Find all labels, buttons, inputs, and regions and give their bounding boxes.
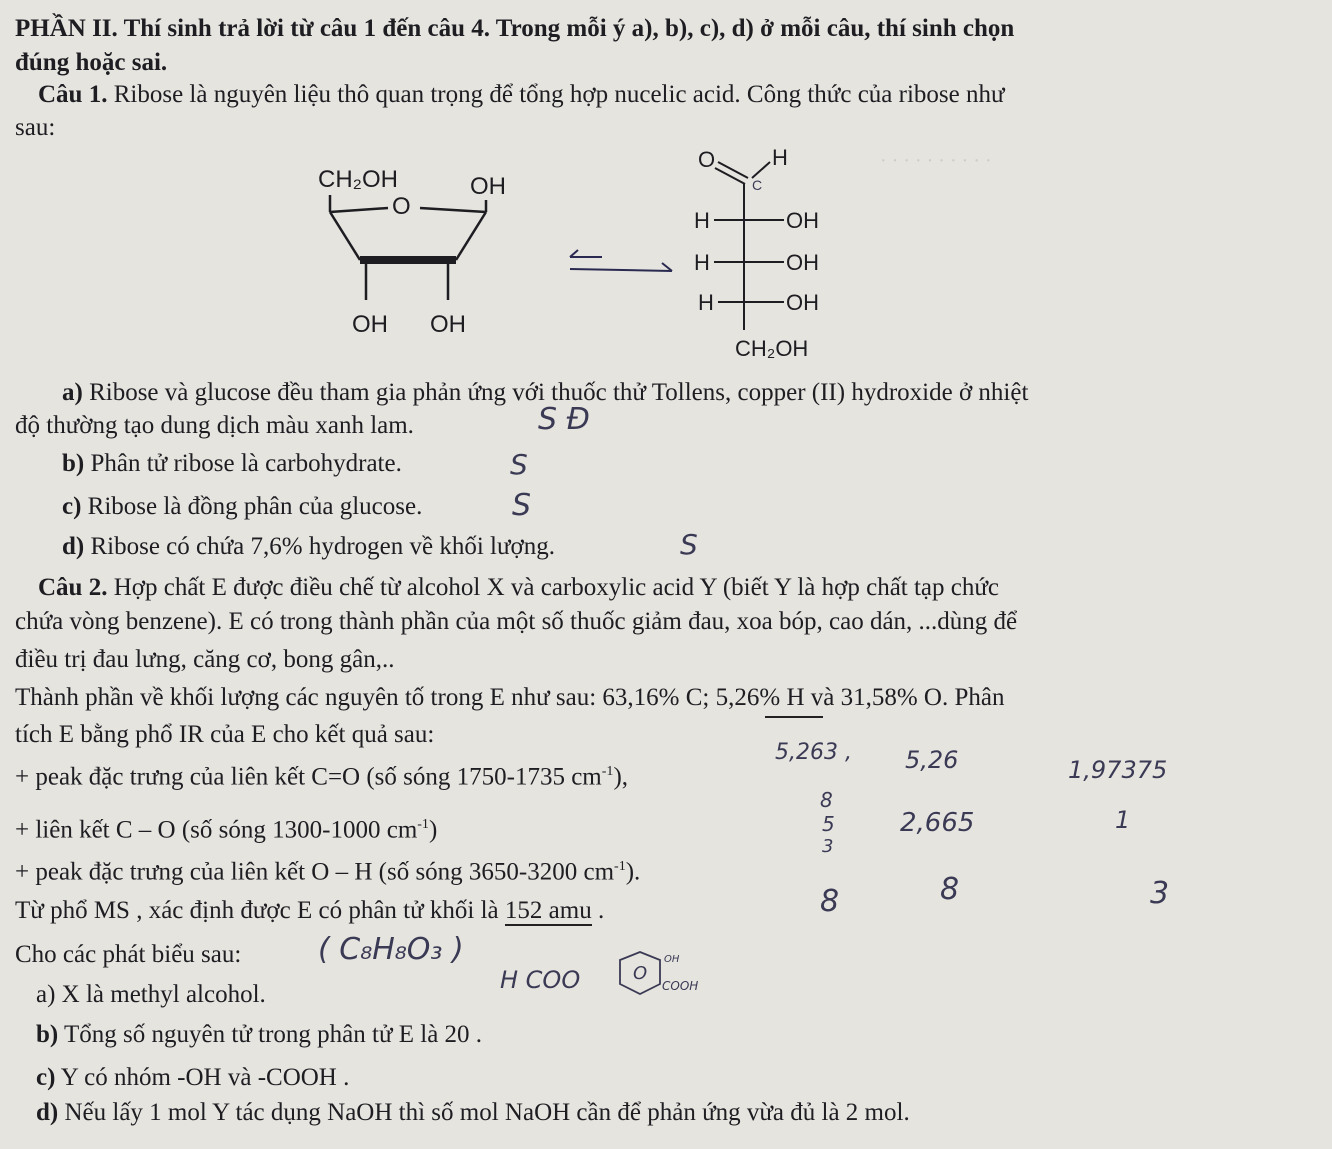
q2-a-label: a) (36, 981, 56, 1008)
chain-row1-right: OH (786, 208, 819, 233)
q2-statement-a (36, 980, 266, 1010)
q1-b-text: Phân tử ribose là carbohydrate. (84, 450, 402, 477)
ring-bond-o-c1 (420, 208, 486, 212)
q1-a-label: a) (62, 379, 83, 406)
ring-bond-c4-o (330, 208, 388, 212)
ribose-open-chain-structure (680, 140, 880, 370)
q2-ms (15, 896, 604, 926)
chain-o-label: O (698, 147, 716, 172)
q2-stem-3: điều trị đau lưng, căng cơ, bong gân,.. (15, 646, 395, 673)
handwritten-benzene-sketch (600, 948, 700, 1008)
handwritten-note-9: 8 (820, 884, 840, 919)
q2-c-text: Y có nhóm -OH và -COOH . (55, 1064, 350, 1091)
q2-composition (15, 683, 1004, 713)
q2-stem-2: chứa vòng benzene). E có trong thành phần của một số thuốc giảm đau, xoa bóp, cao dán, ...dùng để (15, 608, 1018, 635)
chain-row3-left: H (698, 290, 714, 315)
q2-stem-text: Hợp chất E được điều chế từ alcohol X và carboxylic acid Y (biết Y là hợp chất tạp chức (107, 574, 1000, 601)
q2-a-text: X là methyl alcohol. (55, 981, 266, 1008)
bleed-through-text: · · · · · · · · · · (880, 150, 992, 172)
q1-stem (38, 80, 1005, 110)
handwritten-note-10: 8 (940, 872, 960, 907)
ring-bond-c4-c3 (330, 212, 360, 260)
ir1-sup: -1 (601, 764, 614, 779)
ir1-post: ), (613, 763, 629, 791)
handwritten-mark-d: S (680, 528, 698, 561)
handwritten-mark-b: S (510, 448, 528, 481)
q2-comp-c: 63,16% (602, 684, 680, 711)
chain-row3-right: OH (786, 290, 819, 315)
handwritten-overline (765, 716, 823, 718)
ms-value: 152 amu (504, 897, 592, 924)
q1-a-text: Ribose và glucose đều tham gia phản ứng với thuốc thử Tollens, copper (II) hydroxide ở nhiệt (82, 379, 1029, 406)
q2-ir-co-double (15, 757, 628, 792)
handwritten-note-8: 3 (822, 836, 834, 857)
handwritten-mark-c: S (512, 488, 532, 523)
chain-row2-right: OH (786, 250, 819, 275)
handwritten-note-7: 1 (1115, 806, 1131, 834)
q2-statement-c (36, 1063, 349, 1093)
q2-b-text: Tổng số nguyên tử trong phân tử E là 20 . (58, 1021, 483, 1048)
ir2-sup: -1 (417, 817, 429, 832)
q2-c-label: c) (36, 1064, 56, 1091)
q1-b-label: b) (62, 450, 85, 477)
ir3-text: + peak đặc trưng của liên kết O – H (số sóng 3650-3200 cm (15, 858, 615, 886)
ir2-text: + liên kết C – O (số sóng 1300-1000 cm (15, 816, 418, 844)
ir3-sup: -1 (614, 859, 626, 874)
q2-d-text: Nếu lấy 1 mol Y tác dụng NaOH thì số mol NaOH cần để phản ứng vừa đủ là 2 mol. (58, 1099, 910, 1126)
part-heading-cont: đúng hoặc sai. (15, 49, 168, 76)
equilibrium-arrows (562, 245, 677, 285)
q2-b-label: b) (36, 1021, 59, 1048)
ring-oh-bottom-left-label: OH (352, 311, 388, 338)
q1-d-label: d) (62, 533, 85, 560)
q2-ir-oh (15, 852, 640, 887)
ms-text: Từ phổ MS , xác định được E có phân tử khối là (15, 897, 505, 924)
handwritten-ester: H COO (500, 966, 581, 994)
chain-h-top-label: H (772, 145, 788, 170)
q1-stem-cont: sau: (15, 114, 56, 141)
ir3-post: ). (625, 858, 641, 886)
ring-ch2oh-label: CH₂OH (318, 166, 398, 193)
q2-statements-intro: Cho các phát biểu sau: (15, 941, 242, 968)
ring-bond-c3-c2-wedge (360, 256, 456, 264)
handwritten-note-6: 2,665 (900, 808, 975, 838)
q2-ir-co-single (15, 810, 437, 845)
handwritten-note-2: 5,26 (905, 746, 959, 774)
chain-bottom-ch2oh: CH₂OH (735, 336, 809, 361)
q1-statement-c (62, 492, 422, 522)
q1-statement-b (62, 449, 402, 479)
chain-row2-left: H (694, 250, 710, 275)
ms-post: . (591, 897, 605, 924)
ring-oh-bottom-right-label: OH (430, 311, 466, 338)
part-heading: PHẦN II. Thí sinh trả lời từ câu 1 đến câu 4. Trong mỗi ý a), b), c), d) ở mỗi câu, thí sinh chọn (15, 15, 1015, 42)
handwritten-ring-sub2: COOH (662, 979, 699, 993)
handwritten-ring-sub1: OH (664, 954, 680, 965)
q2-comp-pre: Thành phần về khối lượng các nguyên tố trong E như sau: (15, 684, 603, 711)
handwritten-note-4: 8 (820, 788, 833, 812)
q1-stem-text: Ribose là nguyên liệu thô quan trọng để tổng hợp nucelic acid. Công thức của ribose như (107, 81, 1005, 108)
q2-stem (38, 573, 999, 603)
chain-c-label: C (752, 177, 763, 193)
q1-statement-a-cont: độ thường tạo dung dịch màu xanh lam. (15, 412, 414, 439)
ring-oh-right-label: OH (470, 173, 506, 200)
handwritten-note-5: 5 (822, 812, 835, 836)
handwritten-note-1: 5,263 , (775, 740, 852, 765)
q2-statement-b (36, 1020, 482, 1050)
chain-row1-left: H (694, 208, 710, 233)
ribose-ring-structure (300, 150, 560, 350)
handwritten-note-11: 3 (1150, 876, 1170, 911)
q1-c-label: c) (62, 493, 82, 520)
q2-comp-post: C; 5,26% H và 31,58% O. Phân (679, 684, 1005, 711)
q2-d-label: d) (36, 1099, 59, 1126)
handwritten-formula: ( C₈H₈O₃ ) (318, 932, 464, 967)
q1-c-text: Ribose là đồng phân của glucose. (81, 493, 423, 520)
handwritten-mark-a: S Đ (538, 402, 590, 437)
q1-title: Câu 1. (38, 81, 108, 108)
ir1-text: + peak đặc trưng của liên kết C=O (số sóng 1750-1735 cm (15, 763, 602, 791)
q1-statement-d (62, 532, 555, 562)
ir2-post: ) (428, 816, 438, 844)
ring-bond-c1-c2 (456, 212, 486, 260)
q2-ir-intro: tích E bằng phổ IR của E cho kết quả sau: (15, 721, 435, 748)
ring-o-label: O (392, 193, 411, 220)
q1-d-text: Ribose có chứa 7,6% hydrogen về khối lượng. (84, 533, 556, 560)
q2-title: Câu 2. (38, 574, 108, 601)
handwritten-ring-note: O (633, 963, 648, 984)
handwritten-note-3: 1,97375 (1068, 756, 1168, 784)
q2-statement-d (36, 1098, 910, 1128)
